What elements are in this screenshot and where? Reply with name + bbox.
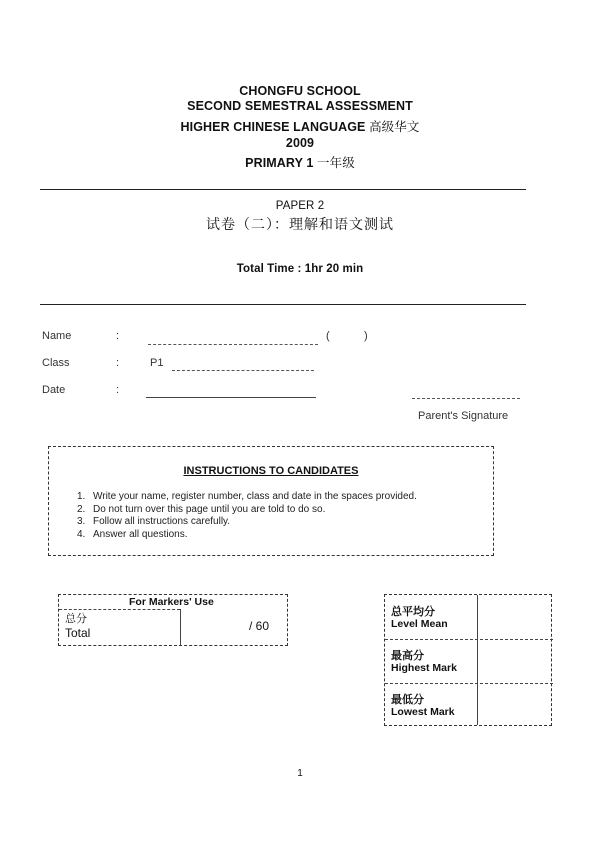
parent-signature-label: Parent's Signature [418,410,509,422]
instruction-item: 2. Do not turn over this page until you are told to do so. [77,503,326,515]
paper-title-zh: 试卷（二）：理解和语文测试 [206,217,394,233]
date-field[interactable] [146,397,316,398]
assessment-title: SECOND SEMESTRAL ASSESSMENT [187,99,413,113]
stats-row-lowest-mark [385,683,553,727]
class-colon: : [116,357,120,369]
markers-use-title: For Markers' Use [129,596,214,608]
instructions-title: INSTRUCTIONS TO CANDIDATES [183,465,359,477]
total-label-en: Total [65,626,91,640]
stats-row-level-mean [385,595,553,639]
total-time: Total Time : 1hr 20 min [236,263,364,275]
total-label-zh: 总分 [65,612,87,625]
paper-divider [40,304,526,305]
markers-column-divider [180,609,181,645]
instruction-item: 3. Follow all instructions carefully. [77,516,231,527]
date-colon: : [116,384,120,396]
subject-zh: 高级华文 [369,119,420,134]
lowest-mark-en: Lowest Mark [391,706,455,718]
level-zh: 一年级 [317,155,355,170]
level-mean-en: Level Mean [391,618,448,630]
instructions-list [77,491,417,541]
subject-line [0,117,600,135]
date-label: Date [42,384,66,396]
exam-year: 2009 [285,136,315,150]
highest-mark-zh: 最高分 [391,649,424,662]
class-label: Class [42,357,70,369]
instruction-item: 4. Answer all questions. [77,528,188,540]
page-number: 1 [297,768,303,779]
subject-en: HIGHER CHINESE LANGUAGE [180,120,366,134]
stats-row-highest-mark [385,639,553,683]
paper-number: PAPER 2 [275,200,325,212]
register-paren-open: ( [326,330,330,342]
level-mean-zh: 总平均分 [391,605,435,618]
highest-mark-en: Highest Mark [391,662,457,674]
class-prefix: P1 [150,357,164,369]
header-divider [40,189,526,190]
total-score: / 60 [249,619,270,633]
markers-use-box [58,594,288,646]
name-label: Name [42,330,72,342]
school-name: CHONGFU SCHOOL [239,84,361,98]
lowest-mark-zh: 最低分 [391,693,424,706]
name-field[interactable] [148,344,318,345]
level-line [0,153,600,171]
register-paren-close: ) [364,330,368,342]
stats-table [384,594,552,726]
name-colon: : [116,330,120,342]
instruction-item: 1. Write your name, register number, class and date in the spaces provided. [77,491,417,502]
class-field[interactable] [172,370,314,371]
instructions-box [48,446,494,556]
level-en: PRIMARY 1 [245,156,314,170]
signature-field[interactable] [412,398,520,399]
